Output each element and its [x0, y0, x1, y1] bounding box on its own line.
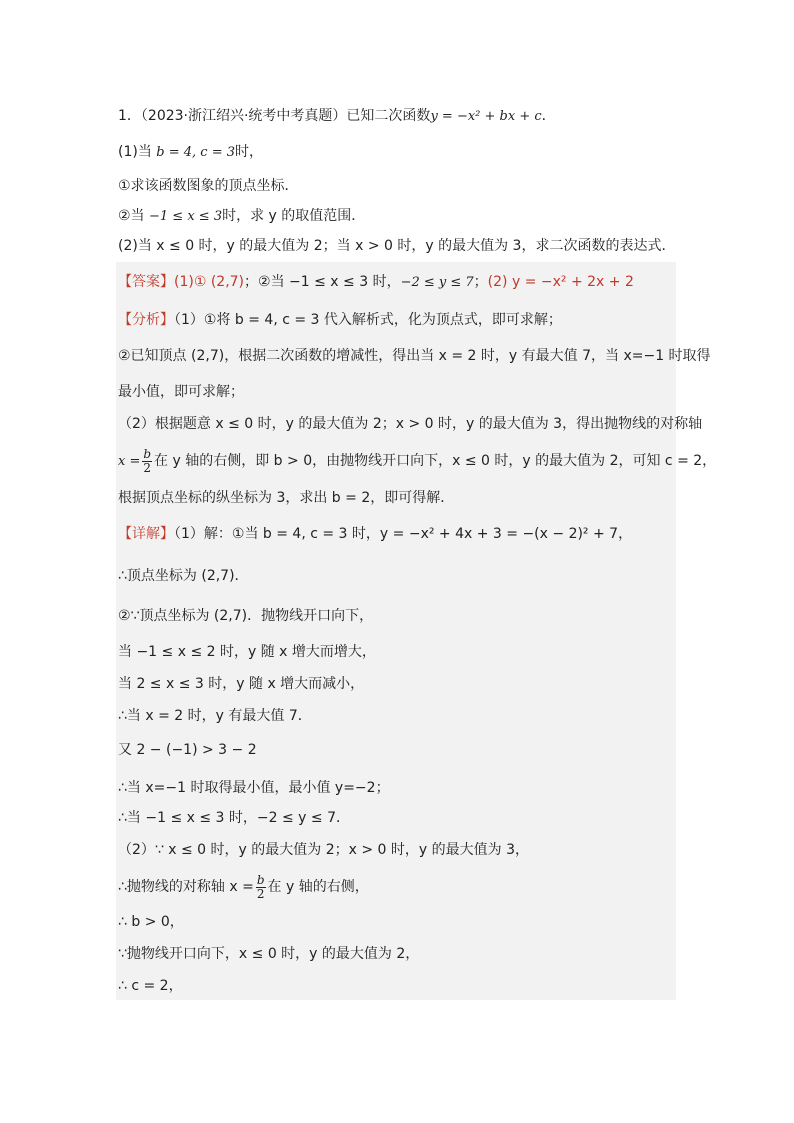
detail-line-11	[118, 872, 369, 902]
analysis-line-5	[118, 446, 716, 477]
fraction-b-over-2-detail	[256, 874, 266, 901]
fraction-denominator-detail: 2	[256, 886, 265, 901]
analysis-line-6: 根据顶点坐标的纵坐标为 3，求出 b = 2，即可得解．	[118, 490, 455, 506]
question-title	[118, 106, 556, 127]
part1-suffix: 时，	[235, 144, 264, 160]
analysis-label: 【分析】	[118, 312, 174, 328]
detail-axis-suffix: 在 y 轴的右侧，	[267, 879, 369, 895]
question-function: y = −x² + bx + c	[430, 109, 542, 124]
detail-line-6: ∴当 x = 2 时，y 有最大值 7．	[118, 708, 312, 724]
answer-range: −2 ≤ y ≤ 7	[400, 275, 474, 290]
detail-line-9: ∴当 −1 ≤ x ≤ 3 时，−2 ≤ y ≤ 7．	[118, 810, 350, 826]
answer-label: 【答案】	[118, 274, 174, 290]
answer-part1b: ②当 −1 ≤ x ≤ 3 时，	[258, 274, 401, 290]
fraction-numerator: b	[143, 446, 152, 461]
question-part1-i: ①求该函数图象的顶点坐标．	[118, 178, 299, 194]
analysis-line-3: 最小值，即可求解；	[118, 384, 244, 400]
answer-separator-2: ；	[473, 274, 488, 290]
answer-part2: (2) y = −x² + 2x + 2	[487, 274, 634, 290]
detail-line-12: ∴ b > 0，	[118, 914, 184, 930]
analysis-axis-var: x =	[118, 454, 141, 469]
part1-condition: b = 4, c = 3	[156, 145, 236, 160]
part1-ii-condition: −1 ≤ x ≤ 3	[149, 209, 223, 224]
fraction-b-over-2	[142, 448, 152, 475]
answer-separator: ；	[244, 274, 259, 290]
question-title-text: 1．（2023·浙江绍兴·统考中考真题）已知二次函数	[118, 108, 431, 124]
detail-line-14: ∴ c = 2，	[118, 978, 183, 994]
detail-line-4: 当 −1 ≤ x ≤ 2 时，y 随 x 增大而增大，	[118, 644, 376, 660]
detail-line-2: ∴顶点坐标为 (2,7)．	[118, 568, 249, 584]
detail-line-7: 又 2 − (−1) > 3 − 2	[118, 742, 257, 758]
detail-line-10: （2）∵ x ≤ 0 时，y 的最大值为 2；x > 0 时，y 的最大值为 3，	[118, 842, 529, 858]
analysis-line-4: （2）根据题意 x ≤ 0 时，y 的最大值为 2；x > 0 时，y 的最大值为 3，得出抛物线的对称轴	[118, 416, 703, 432]
analysis-line-2: ②已知顶点 (2,7)，根据二次函数的增减性，得出当 x = 2 时，y 有最大值 7，当 x=−1 时取得	[118, 348, 711, 364]
analysis-line-1	[118, 310, 562, 330]
detail-text-1: （1）解：①当 b = 4, c = 3 时，y = −x² + 4x + 3 = −(x − 2)² + 7，	[174, 526, 633, 542]
question-part2: (2)当 x ≤ 0 时，y 的最大值为 2；当 x > 0 时，y 的最大值为 3，求二次函数的表达式．	[118, 238, 676, 254]
detail-line-8: ∴当 x=−1 时取得最小值，最小值 y=−2；	[118, 780, 390, 796]
detail-axis-text: ∴抛物线的对称轴 x =	[118, 879, 254, 895]
part1-ii-prefix: ②当	[118, 208, 150, 224]
detail-line-1	[118, 524, 632, 544]
part1-ii-suffix: 时，求 y 的取值范围．	[222, 208, 366, 224]
answer-line	[118, 272, 634, 293]
detail-line-3: ②∵顶点坐标为 (2,7)．抛物线开口向下，	[118, 608, 374, 624]
answer-part1: (1)① (2,7)	[174, 274, 245, 290]
part1-prefix: (1)当	[118, 144, 157, 160]
question-part1-ii	[118, 206, 365, 227]
analysis-text-5: 在 y 轴的右侧，即 b > 0，由抛物线开口向下，x ≤ 0 时，y 的最大值为 2，可知 c = 2，	[154, 453, 717, 469]
question-end: ．	[541, 108, 556, 124]
fraction-denominator: 2	[143, 460, 152, 475]
analysis-text-1: （1）①将 b = 4, c = 3 代入解析式，化为顶点式，即可求解；	[174, 312, 562, 328]
detail-line-5: 当 2 ≤ x ≤ 3 时，y 随 x 增大而减小，	[118, 676, 365, 692]
detail-label: 【详解】	[118, 526, 174, 542]
question-part1	[118, 142, 263, 163]
fraction-numerator-detail: b	[256, 872, 265, 887]
detail-line-13: ∵抛物线开口向下，x ≤ 0 时，y 的最大值为 2，	[118, 946, 420, 962]
